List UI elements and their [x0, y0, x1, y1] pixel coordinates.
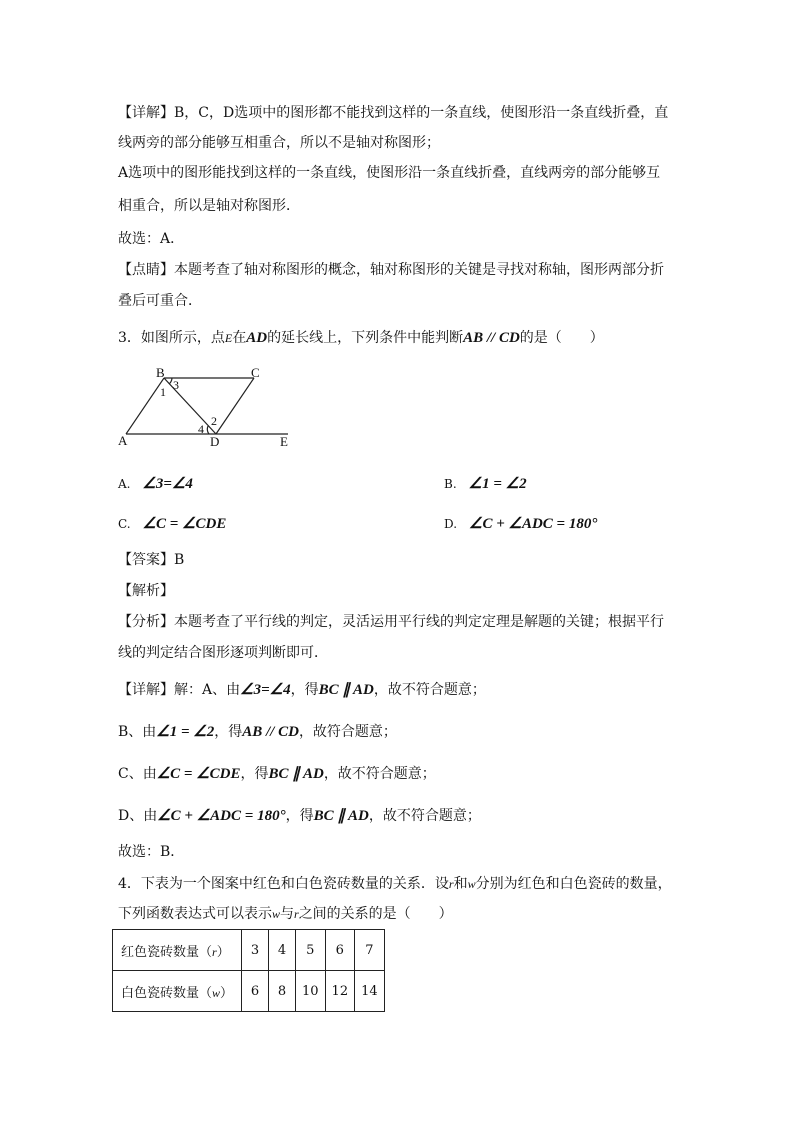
option-a[interactable]: A. ∠3=∠4 [118, 476, 193, 492]
table-cell: 4 [269, 930, 296, 971]
detail-step-d: D、由∠C + ∠ADC = 180°，得BC ∥ AD，故不符合题意； [118, 808, 481, 824]
analysis-line: 【分析】本题考查了平行线的判定，灵活运用平行线的判定定理是解题的关键；根据平行 [118, 614, 664, 630]
row-header-red: 红色瓷砖数量（r） [113, 930, 242, 971]
table-cell: 14 [355, 971, 385, 1012]
table-cell: 7 [355, 930, 385, 971]
angle-label-2: 2 [211, 414, 217, 428]
question-3-stem: 3．如图所示，点E在AD的延长线上，下列条件中能判断AB // CD的是（ ） [118, 330, 604, 346]
row-header-white: 白色瓷砖数量（w） [113, 971, 242, 1012]
comment-line: 【点睛】本题考查了轴对称图形的概念，轴对称图形的关键是寻找对称轴，图形两部分折 [118, 262, 664, 278]
conclusion-line: 故选：A． [118, 231, 185, 247]
table-cell: 6 [325, 930, 355, 971]
option-c[interactable]: C. ∠C = ∠CDE [118, 516, 227, 532]
question-4-stem: 下列函数表达式可以表示w与r之间的关系的是（ ） [118, 906, 453, 922]
detail-step-a: 【详解】解：A、由∠3=∠4，得BC ∥ AD，故不符合题意； [118, 682, 486, 698]
table-cell: 6 [242, 971, 269, 1012]
detail-line: 【详解】B，C，D选项中的图形都不能找到这样的一条直线，使图形沿一条直线折叠，直 [118, 105, 669, 121]
detail-step-b: B、由∠1 = ∠2，得AB // CD，故符合题意； [118, 724, 397, 740]
option-d[interactable]: D. ∠C + ∠ADC = 180° [444, 516, 598, 532]
analysis-title: 【解析】 [118, 583, 174, 599]
point-label-E: E [280, 434, 288, 449]
answer-line: 【答案】B [118, 552, 185, 568]
table-row [113, 930, 385, 971]
detail-line: A选项中的图形能找到这样的一条直线，使图形沿一条直线折叠，直线两旁的部分能够互 [118, 165, 661, 181]
table-cell: 5 [296, 930, 326, 971]
point-label-B: B [156, 365, 165, 380]
detail-line: 相重合，所以是轴对称图形． [118, 198, 300, 214]
point-label-D: D [210, 434, 220, 449]
parallelogram-figure [112, 364, 302, 450]
table-cell: 10 [296, 971, 326, 1012]
tile-count-table [112, 929, 385, 1012]
point-label-A: A [118, 433, 128, 448]
detail-line: 线两旁的部分能够互相重合，所以不是轴对称图形； [118, 135, 440, 151]
table-cell: 12 [325, 971, 355, 1012]
angle-label-3: 3 [173, 378, 179, 392]
comment-line: 叠后可重合． [118, 293, 202, 309]
conclusion-line: 故选：B． [118, 844, 185, 860]
analysis-line: 线的判定结合图形逐项判断即可． [118, 645, 328, 661]
table-cell: 3 [242, 930, 269, 971]
point-label-C: C [251, 365, 260, 380]
table-cell: 8 [269, 971, 296, 1012]
table-row [113, 971, 385, 1012]
option-b[interactable]: B. ∠1 = ∠2 [444, 476, 527, 492]
angle-label-1: 1 [160, 385, 166, 399]
angle-label-4: 4 [198, 422, 204, 436]
detail-step-c: C、由∠C = ∠CDE，得BC ∥ AD，故不符合题意； [118, 766, 436, 782]
question-4-stem: 4．下表为一个图案中红色和白色瓷砖数量的关系．设r和w分别为红色和白色瓷砖的数量， [118, 876, 672, 892]
